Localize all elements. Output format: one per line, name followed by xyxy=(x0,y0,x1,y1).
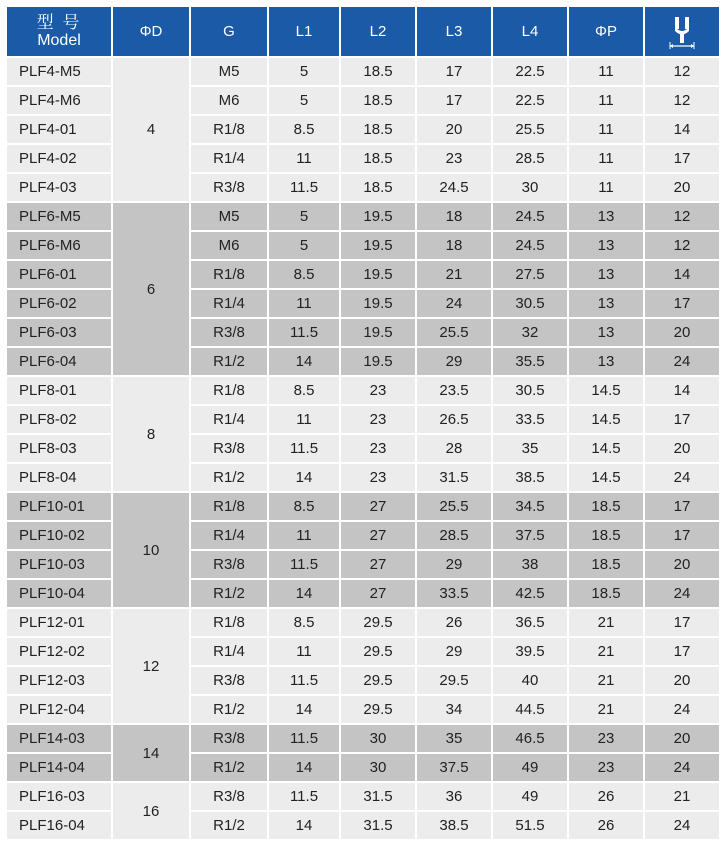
cell-model: PLF6-M6 xyxy=(7,232,111,259)
cell-g: R1/4 xyxy=(191,145,267,172)
cell-wrench-size: 17 xyxy=(645,145,719,172)
cell-model: PLF6-04 xyxy=(7,348,111,375)
cell-wrench-size: 17 xyxy=(645,609,719,636)
cell-l1: 8.5 xyxy=(269,493,339,520)
header-g: G xyxy=(191,7,267,56)
cell-p: 21 xyxy=(569,696,643,723)
cell-g: R3/8 xyxy=(191,551,267,578)
cell-l1: 14 xyxy=(269,696,339,723)
cell-l3: 29 xyxy=(417,638,491,665)
cell-l4: 32 xyxy=(493,319,567,346)
cell-p: 21 xyxy=(569,638,643,665)
cell-p: 13 xyxy=(569,348,643,375)
cell-l4: 24.5 xyxy=(493,232,567,259)
cell-model: PLF10-02 xyxy=(7,522,111,549)
table-row xyxy=(7,493,719,520)
cell-l2: 29.5 xyxy=(341,696,415,723)
cell-p: 14.5 xyxy=(569,464,643,491)
cell-l3: 24 xyxy=(417,290,491,317)
header-model xyxy=(7,7,111,56)
header-diameter: ΦD xyxy=(113,7,189,56)
cell-l4: 33.5 xyxy=(493,406,567,433)
cell-p: 11 xyxy=(569,87,643,114)
cell-model: PLF8-03 xyxy=(7,435,111,462)
cell-l2: 18.5 xyxy=(341,87,415,114)
cell-g: R3/8 xyxy=(191,174,267,201)
cell-p: 23 xyxy=(569,725,643,752)
cell-l4: 22.5 xyxy=(493,87,567,114)
cell-l4: 49 xyxy=(493,754,567,781)
header-p: ΦP xyxy=(569,7,643,56)
cell-model: PLF6-02 xyxy=(7,290,111,317)
cell-l2: 23 xyxy=(341,464,415,491)
table-row xyxy=(7,725,719,752)
cell-model: PLF4-M6 xyxy=(7,87,111,114)
header-row xyxy=(7,7,719,56)
cell-p: 13 xyxy=(569,290,643,317)
cell-l2: 27 xyxy=(341,493,415,520)
cell-l4: 25.5 xyxy=(493,116,567,143)
cell-g: R3/8 xyxy=(191,725,267,752)
cell-g: R1/2 xyxy=(191,464,267,491)
cell-p: 21 xyxy=(569,667,643,694)
cell-g: R3/8 xyxy=(191,319,267,346)
cell-l1: 5 xyxy=(269,87,339,114)
cell-l3: 24.5 xyxy=(417,174,491,201)
cell-l1: 14 xyxy=(269,754,339,781)
cell-model: PLF4-01 xyxy=(7,116,111,143)
cell-l4: 49 xyxy=(493,783,567,810)
cell-l3: 28.5 xyxy=(417,522,491,549)
cell-wrench-size: 20 xyxy=(645,319,719,346)
cell-wrench-size: 20 xyxy=(645,435,719,462)
cell-l4: 51.5 xyxy=(493,812,567,839)
cell-model: PLF8-02 xyxy=(7,406,111,433)
cell-g: R1/8 xyxy=(191,116,267,143)
cell-model: PLF12-01 xyxy=(7,609,111,636)
table-row xyxy=(7,609,719,636)
spec-table-container xyxy=(5,5,719,841)
cell-model: PLF14-03 xyxy=(7,725,111,752)
cell-l4: 42.5 xyxy=(493,580,567,607)
cell-l1: 5 xyxy=(269,232,339,259)
cell-l4: 30.5 xyxy=(493,290,567,317)
cell-g: R3/8 xyxy=(191,667,267,694)
cell-g: R3/8 xyxy=(191,783,267,810)
cell-wrench-size: 14 xyxy=(645,116,719,143)
cell-model: PLF8-01 xyxy=(7,377,111,404)
cell-model: PLF10-04 xyxy=(7,580,111,607)
cell-l3: 31.5 xyxy=(417,464,491,491)
cell-p: 18.5 xyxy=(569,580,643,607)
header-model-en: Model xyxy=(37,31,81,49)
cell-l1: 11.5 xyxy=(269,319,339,346)
cell-l2: 29.5 xyxy=(341,667,415,694)
cell-l3: 26.5 xyxy=(417,406,491,433)
cell-l4: 22.5 xyxy=(493,58,567,85)
cell-p: 23 xyxy=(569,754,643,781)
cell-l1: 8.5 xyxy=(269,377,339,404)
cell-p: 26 xyxy=(569,783,643,810)
cell-l1: 5 xyxy=(269,203,339,230)
cell-wrench-size: 24 xyxy=(645,812,719,839)
cell-g: R3/8 xyxy=(191,435,267,462)
cell-model: PLF12-03 xyxy=(7,667,111,694)
cell-wrench-size: 12 xyxy=(645,87,719,114)
cell-l4: 39.5 xyxy=(493,638,567,665)
cell-wrench-size: 17 xyxy=(645,406,719,433)
header-l1: L1 xyxy=(269,7,339,56)
cell-model: PLF4-02 xyxy=(7,145,111,172)
cell-g: M6 xyxy=(191,232,267,259)
cell-p: 13 xyxy=(569,261,643,288)
cell-l1: 11 xyxy=(269,145,339,172)
cell-model: PLF6-03 xyxy=(7,319,111,346)
cell-wrench-size: 12 xyxy=(645,203,719,230)
spec-table xyxy=(5,5,721,841)
cell-l2: 18.5 xyxy=(341,174,415,201)
cell-l2: 19.5 xyxy=(341,348,415,375)
cell-l4: 40 xyxy=(493,667,567,694)
cell-model: PLF14-04 xyxy=(7,754,111,781)
cell-l3: 18 xyxy=(417,203,491,230)
wrench-icon xyxy=(668,15,696,49)
cell-p: 18.5 xyxy=(569,522,643,549)
cell-l3: 36 xyxy=(417,783,491,810)
cell-model: PLF4-03 xyxy=(7,174,111,201)
cell-wrench-size: 17 xyxy=(645,493,719,520)
cell-wrench-size: 20 xyxy=(645,667,719,694)
cell-p: 18.5 xyxy=(569,493,643,520)
cell-l2: 19.5 xyxy=(341,319,415,346)
cell-l3: 18 xyxy=(417,232,491,259)
cell-l2: 19.5 xyxy=(341,232,415,259)
cell-l3: 29.5 xyxy=(417,667,491,694)
cell-l3: 23 xyxy=(417,145,491,172)
cell-diameter: 14 xyxy=(113,725,189,781)
cell-l3: 17 xyxy=(417,87,491,114)
cell-model: PLF6-01 xyxy=(7,261,111,288)
table-row xyxy=(7,58,719,85)
cell-l2: 18.5 xyxy=(341,145,415,172)
cell-g: R1/2 xyxy=(191,696,267,723)
cell-wrench-size: 12 xyxy=(645,58,719,85)
cell-l1: 11 xyxy=(269,290,339,317)
cell-l4: 30.5 xyxy=(493,377,567,404)
table-row xyxy=(7,203,719,230)
cell-l4: 34.5 xyxy=(493,493,567,520)
cell-g: R1/8 xyxy=(191,493,267,520)
cell-diameter: 6 xyxy=(113,203,189,375)
cell-g: R1/2 xyxy=(191,812,267,839)
cell-l3: 33.5 xyxy=(417,580,491,607)
cell-model: PLF10-01 xyxy=(7,493,111,520)
header-l4: L4 xyxy=(493,7,567,56)
cell-l4: 38 xyxy=(493,551,567,578)
cell-p: 21 xyxy=(569,609,643,636)
cell-model: PLF16-03 xyxy=(7,783,111,810)
cell-l1: 14 xyxy=(269,580,339,607)
cell-l1: 11.5 xyxy=(269,435,339,462)
cell-model: PLF12-02 xyxy=(7,638,111,665)
cell-l4: 28.5 xyxy=(493,145,567,172)
cell-l3: 38.5 xyxy=(417,812,491,839)
cell-l2: 19.5 xyxy=(341,261,415,288)
cell-l4: 35.5 xyxy=(493,348,567,375)
cell-g: R1/8 xyxy=(191,609,267,636)
cell-g: M5 xyxy=(191,58,267,85)
cell-l2: 23 xyxy=(341,435,415,462)
cell-l2: 23 xyxy=(341,406,415,433)
cell-wrench-size: 20 xyxy=(645,174,719,201)
cell-model: PLF6-M5 xyxy=(7,203,111,230)
header-l2: L2 xyxy=(341,7,415,56)
cell-l1: 8.5 xyxy=(269,609,339,636)
cell-wrench-size: 14 xyxy=(645,377,719,404)
cell-wrench-size: 20 xyxy=(645,725,719,752)
cell-l3: 28 xyxy=(417,435,491,462)
cell-l1: 14 xyxy=(269,348,339,375)
cell-p: 13 xyxy=(569,203,643,230)
cell-wrench-size: 24 xyxy=(645,580,719,607)
cell-l4: 46.5 xyxy=(493,725,567,752)
cell-p: 11 xyxy=(569,145,643,172)
cell-model: PLF8-04 xyxy=(7,464,111,491)
cell-l2: 27 xyxy=(341,522,415,549)
cell-wrench-size: 14 xyxy=(645,261,719,288)
cell-l1: 11 xyxy=(269,406,339,433)
cell-l4: 35 xyxy=(493,435,567,462)
cell-l1: 8.5 xyxy=(269,261,339,288)
cell-l4: 27.5 xyxy=(493,261,567,288)
cell-l4: 37.5 xyxy=(493,522,567,549)
cell-l3: 29 xyxy=(417,348,491,375)
cell-l1: 11.5 xyxy=(269,783,339,810)
cell-model: PLF4-M5 xyxy=(7,58,111,85)
cell-p: 11 xyxy=(569,58,643,85)
cell-l3: 21 xyxy=(417,261,491,288)
cell-l2: 18.5 xyxy=(341,58,415,85)
header-model-zh: 型 号 xyxy=(36,12,82,32)
cell-l3: 34 xyxy=(417,696,491,723)
table-row xyxy=(7,783,719,810)
cell-l2: 31.5 xyxy=(341,783,415,810)
cell-wrench-size: 24 xyxy=(645,696,719,723)
cell-p: 18.5 xyxy=(569,551,643,578)
cell-l2: 29.5 xyxy=(341,638,415,665)
cell-p: 14.5 xyxy=(569,435,643,462)
cell-model: PLF10-03 xyxy=(7,551,111,578)
cell-l2: 30 xyxy=(341,725,415,752)
cell-p: 13 xyxy=(569,319,643,346)
cell-p: 14.5 xyxy=(569,377,643,404)
cell-g: R1/4 xyxy=(191,638,267,665)
cell-wrench-size: 17 xyxy=(645,522,719,549)
cell-wrench-size: 17 xyxy=(645,290,719,317)
cell-diameter: 10 xyxy=(113,493,189,607)
cell-p: 11 xyxy=(569,116,643,143)
cell-l2: 27 xyxy=(341,551,415,578)
cell-wrench-size: 17 xyxy=(645,638,719,665)
cell-l1: 8.5 xyxy=(269,116,339,143)
cell-g: M6 xyxy=(191,87,267,114)
cell-g: R1/4 xyxy=(191,522,267,549)
cell-diameter: 4 xyxy=(113,58,189,201)
cell-diameter: 8 xyxy=(113,377,189,491)
cell-l1: 14 xyxy=(269,812,339,839)
cell-l4: 36.5 xyxy=(493,609,567,636)
cell-diameter: 12 xyxy=(113,609,189,723)
cell-g: R1/2 xyxy=(191,580,267,607)
cell-l3: 25.5 xyxy=(417,493,491,520)
cell-l2: 31.5 xyxy=(341,812,415,839)
cell-l1: 11.5 xyxy=(269,551,339,578)
cell-l3: 29 xyxy=(417,551,491,578)
header-l3: L3 xyxy=(417,7,491,56)
cell-p: 14.5 xyxy=(569,406,643,433)
cell-l3: 25.5 xyxy=(417,319,491,346)
cell-l2: 18.5 xyxy=(341,116,415,143)
cell-l2: 19.5 xyxy=(341,203,415,230)
cell-l4: 30 xyxy=(493,174,567,201)
cell-g: R1/4 xyxy=(191,290,267,317)
cell-wrench-size: 21 xyxy=(645,783,719,810)
cell-g: R1/4 xyxy=(191,406,267,433)
cell-wrench-size: 12 xyxy=(645,232,719,259)
cell-l3: 26 xyxy=(417,609,491,636)
cell-l3: 37.5 xyxy=(417,754,491,781)
cell-g: R1/2 xyxy=(191,754,267,781)
cell-l2: 19.5 xyxy=(341,290,415,317)
cell-l2: 27 xyxy=(341,580,415,607)
cell-l3: 35 xyxy=(417,725,491,752)
cell-l2: 30 xyxy=(341,754,415,781)
header-wrench xyxy=(645,7,719,56)
cell-l1: 11.5 xyxy=(269,174,339,201)
cell-wrench-size: 20 xyxy=(645,551,719,578)
table-body xyxy=(7,58,719,839)
cell-p: 13 xyxy=(569,232,643,259)
cell-g: M5 xyxy=(191,203,267,230)
cell-wrench-size: 24 xyxy=(645,754,719,781)
cell-model: PLF16-04 xyxy=(7,812,111,839)
table-row xyxy=(7,377,719,404)
cell-p: 26 xyxy=(569,812,643,839)
cell-l4: 44.5 xyxy=(493,696,567,723)
cell-g: R1/2 xyxy=(191,348,267,375)
cell-l3: 20 xyxy=(417,116,491,143)
cell-l1: 5 xyxy=(269,58,339,85)
cell-l1: 14 xyxy=(269,464,339,491)
cell-l1: 11.5 xyxy=(269,725,339,752)
cell-model: PLF12-04 xyxy=(7,696,111,723)
cell-wrench-size: 24 xyxy=(645,464,719,491)
cell-g: R1/8 xyxy=(191,261,267,288)
cell-l3: 23.5 xyxy=(417,377,491,404)
cell-l2: 23 xyxy=(341,377,415,404)
cell-l1: 11 xyxy=(269,638,339,665)
cell-l4: 38.5 xyxy=(493,464,567,491)
cell-g: R1/8 xyxy=(191,377,267,404)
cell-l1: 11 xyxy=(269,522,339,549)
cell-l2: 29.5 xyxy=(341,609,415,636)
cell-p: 11 xyxy=(569,174,643,201)
cell-diameter: 16 xyxy=(113,783,189,839)
cell-wrench-size: 24 xyxy=(645,348,719,375)
cell-l3: 17 xyxy=(417,58,491,85)
cell-l4: 24.5 xyxy=(493,203,567,230)
cell-l1: 11.5 xyxy=(269,667,339,694)
